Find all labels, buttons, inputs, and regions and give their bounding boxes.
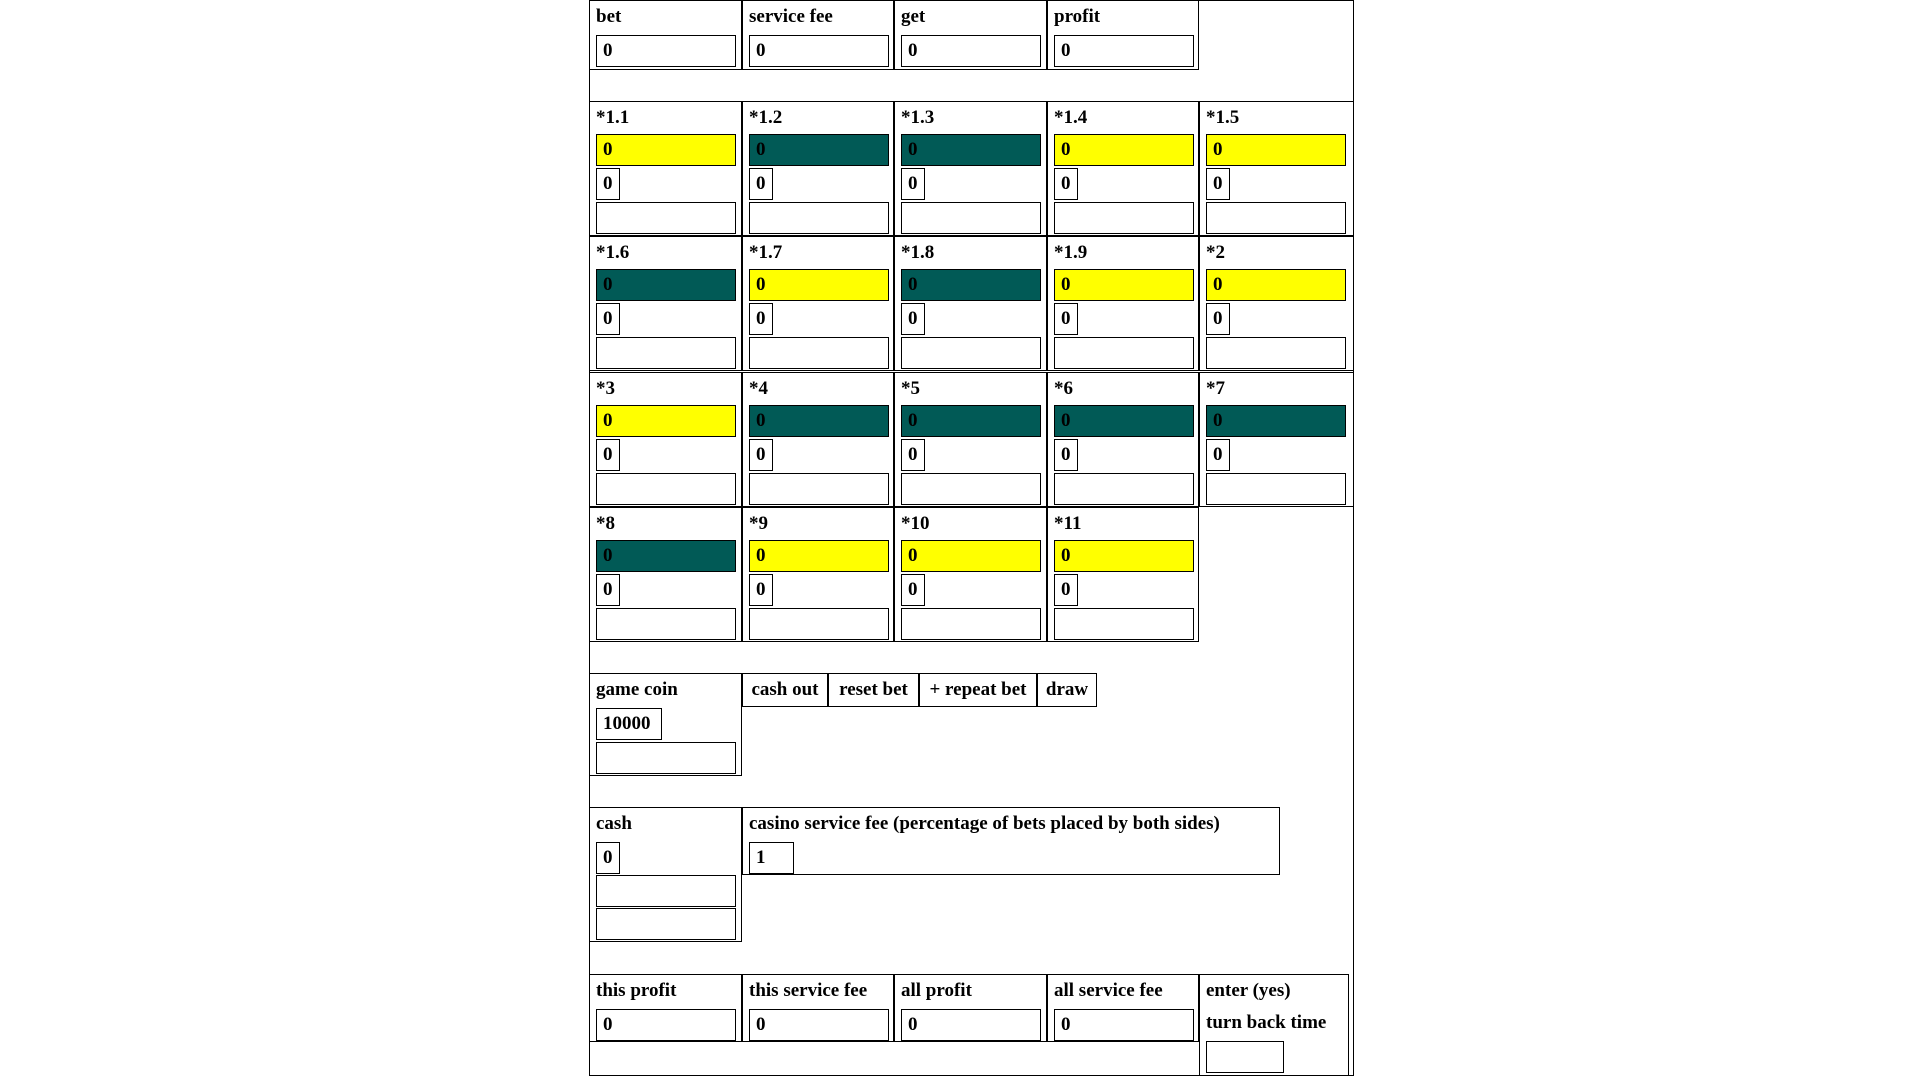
multiplier-bet-input[interactable]: 0: [1206, 134, 1346, 166]
multiplier-cell: [589, 372, 742, 507]
multiplier-bet-input[interactable]: 0: [1054, 405, 1194, 437]
multiplier-count-input[interactable]: 0: [1054, 439, 1078, 471]
multiplier-count-input[interactable]: 0: [1206, 439, 1230, 471]
cash-extra-input-2[interactable]: [596, 908, 736, 940]
multiplier-cell: [1047, 236, 1199, 371]
turn-back-time-label: turn back time: [1206, 1012, 1327, 1033]
multiplier-label: *7: [1206, 378, 1225, 399]
summary-label: service fee: [749, 6, 833, 27]
enter-label[interactable]: enter (yes): [1206, 980, 1291, 1001]
stats-label: this service fee: [749, 980, 868, 1001]
multiplier-label: *1.1: [596, 107, 630, 128]
all-profit-input[interactable]: 0: [901, 1009, 1041, 1041]
multiplier-bet-input[interactable]: 0: [749, 540, 889, 572]
cash-panel: [589, 807, 742, 942]
stats-cell-this-profit: [589, 974, 742, 1042]
multiplier-count-input[interactable]: 0: [1206, 168, 1230, 200]
multiplier-extra-input[interactable]: [901, 337, 1041, 369]
game-coin-label: game coin: [596, 679, 678, 700]
multiplier-label: *1.3: [901, 107, 935, 128]
multiplier-bet-input[interactable]: 0: [901, 134, 1041, 166]
multiplier-label: *4: [749, 378, 768, 399]
summary-cell-service-fee: [742, 0, 894, 70]
multiplier-count-input[interactable]: 0: [749, 574, 773, 606]
game-coin-extra-input[interactable]: [596, 742, 736, 774]
multiplier-extra-input[interactable]: [1054, 473, 1194, 505]
multiplier-count-input[interactable]: 0: [749, 303, 773, 335]
multiplier-bet-input[interactable]: 0: [596, 405, 736, 437]
stats-cell-all-profit: [894, 974, 1047, 1042]
multiplier-label: *1.6: [596, 242, 630, 263]
multiplier-label: *2: [1206, 242, 1225, 263]
multiplier-cell: [742, 101, 894, 236]
multiplier-bet-input[interactable]: 0: [901, 405, 1041, 437]
multiplier-label: *1.5: [1206, 107, 1240, 128]
multiplier-extra-input[interactable]: [749, 337, 889, 369]
multiplier-extra-input[interactable]: [901, 608, 1041, 640]
multiplier-bet-input[interactable]: 0: [1054, 269, 1194, 301]
stats-label: all profit: [901, 980, 972, 1001]
multiplier-bet-input[interactable]: 0: [596, 269, 736, 301]
multiplier-extra-input[interactable]: [1054, 202, 1194, 234]
casino-fee-panel: [742, 807, 1280, 875]
stats-label: all service fee: [1054, 980, 1163, 1001]
game-coin-input[interactable]: 10000: [596, 708, 662, 740]
summary-cell-get: [894, 0, 1047, 70]
multiplier-cell: [1047, 101, 1199, 236]
bet-input[interactable]: 0: [596, 35, 736, 67]
multiplier-cell: [589, 507, 742, 642]
service-fee-input[interactable]: 0: [749, 35, 889, 67]
summary-cell-bet: [589, 0, 742, 70]
all-service-fee-input[interactable]: 0: [1054, 1009, 1194, 1041]
multiplier-cell: [894, 507, 1047, 642]
multiplier-cell: [894, 101, 1047, 236]
multiplier-extra-input[interactable]: [596, 337, 736, 369]
multiplier-label: *8: [596, 513, 615, 534]
multiplier-count-input[interactable]: 0: [596, 303, 620, 335]
draw-button[interactable]: draw: [1037, 673, 1097, 707]
multiplier-extra-input[interactable]: [1206, 337, 1346, 369]
multiplier-label: *1.4: [1054, 107, 1088, 128]
multiplier-count-input[interactable]: 0: [596, 439, 620, 471]
multiplier-count-input[interactable]: 0: [596, 574, 620, 606]
cash-input[interactable]: 0: [596, 842, 620, 874]
multiplier-bet-input[interactable]: 0: [901, 269, 1041, 301]
multiplier-count-input[interactable]: 0: [596, 168, 620, 200]
multiplier-cell: [1047, 507, 1199, 642]
multiplier-extra-input[interactable]: [901, 202, 1041, 234]
multiplier-label: *5: [901, 378, 920, 399]
multiplier-label: *1.7: [749, 242, 783, 263]
multiplier-cell: [742, 372, 894, 507]
multiplier-label: *1.8: [901, 242, 935, 263]
multiplier-count-input[interactable]: 0: [901, 574, 925, 606]
multiplier-bet-input[interactable]: 0: [1206, 405, 1346, 437]
multiplier-extra-input[interactable]: [1206, 473, 1346, 505]
multiplier-count-input[interactable]: 0: [1054, 168, 1078, 200]
multiplier-count-input[interactable]: 0: [901, 303, 925, 335]
casino-fee-label: casino service fee (percentage of bets placed by both sides): [749, 813, 1220, 834]
multiplier-label: *9: [749, 513, 768, 534]
multiplier-label: *10: [901, 513, 930, 534]
multiplier-bet-input[interactable]: 0: [596, 540, 736, 572]
reset-bet-button[interactable]: reset bet: [828, 673, 919, 707]
multiplier-extra-input[interactable]: [749, 473, 889, 505]
multiplier-cell: [894, 236, 1047, 371]
multiplier-bet-input[interactable]: 0: [749, 405, 889, 437]
casino-fee-input[interactable]: 1: [749, 842, 794, 874]
multiplier-count-input[interactable]: 0: [901, 439, 925, 471]
get-input[interactable]: 0: [901, 35, 1041, 67]
multiplier-cell: [589, 236, 742, 371]
multiplier-bet-input[interactable]: 0: [901, 540, 1041, 572]
multiplier-cell: [589, 101, 742, 236]
multiplier-bet-input[interactable]: 0: [1054, 540, 1194, 572]
multiplier-extra-input[interactable]: [596, 202, 736, 234]
multiplier-count-input[interactable]: 0: [1054, 574, 1078, 606]
multiplier-count-input[interactable]: 0: [901, 168, 925, 200]
multiplier-extra-input[interactable]: [749, 608, 889, 640]
cash-out-button[interactable]: cash out: [742, 673, 828, 707]
summary-label: profit: [1054, 6, 1101, 27]
multiplier-label: *1.9: [1054, 242, 1088, 263]
this-profit-input[interactable]: 0: [596, 1009, 736, 1041]
multiplier-extra-input[interactable]: [596, 608, 736, 640]
game-coin-panel: [589, 673, 742, 776]
summary-label: bet: [596, 6, 622, 27]
multiplier-bet-input[interactable]: 0: [596, 134, 736, 166]
multiplier-extra-input[interactable]: [1054, 337, 1194, 369]
multiplier-count-input[interactable]: 0: [1054, 303, 1078, 335]
repeat-bet-button[interactable]: + repeat bet: [919, 673, 1037, 707]
summary-label: get: [901, 6, 926, 27]
multiplier-bet-input[interactable]: 0: [1054, 134, 1194, 166]
multiplier-bet-input[interactable]: 0: [749, 269, 889, 301]
multiplier-bet-input[interactable]: 0: [1206, 269, 1346, 301]
multiplier-cell: [742, 507, 894, 642]
multiplier-label: *11: [1054, 513, 1082, 534]
multiplier-extra-input[interactable]: [749, 202, 889, 234]
summary-cell-profit: [1047, 0, 1199, 70]
multiplier-cell: [742, 236, 894, 371]
profit-input[interactable]: 0: [1054, 35, 1194, 67]
multiplier-extra-input[interactable]: [1054, 608, 1194, 640]
cash-label: cash: [596, 813, 632, 834]
stats-label: this profit: [596, 980, 677, 1001]
multiplier-extra-input[interactable]: [901, 473, 1041, 505]
multiplier-cell: [1199, 101, 1354, 236]
multiplier-count-input[interactable]: 0: [749, 439, 773, 471]
multiplier-count-input[interactable]: 0: [749, 168, 773, 200]
multiplier-count-input[interactable]: 0: [1206, 303, 1230, 335]
stats-cell-this-service-fee: [742, 974, 894, 1042]
this-service-fee-input[interactable]: 0: [749, 1009, 889, 1041]
enter-panel: [1199, 974, 1349, 1076]
cash-extra-input-1[interactable]: [596, 875, 736, 907]
multiplier-cell: [1199, 236, 1354, 371]
multiplier-cell: [1199, 372, 1354, 507]
multiplier-extra-input[interactable]: [596, 473, 736, 505]
multiplier-label: *1.2: [749, 107, 783, 128]
multiplier-extra-input[interactable]: [1206, 202, 1346, 234]
multiplier-cell: [894, 372, 1047, 507]
turn-back-time-input[interactable]: [1206, 1041, 1284, 1073]
multiplier-cell: [1047, 372, 1199, 507]
stats-cell-all-service-fee: [1047, 974, 1199, 1042]
multiplier-label: *6: [1054, 378, 1073, 399]
multiplier-bet-input[interactable]: 0: [749, 134, 889, 166]
multiplier-label: *3: [596, 378, 615, 399]
